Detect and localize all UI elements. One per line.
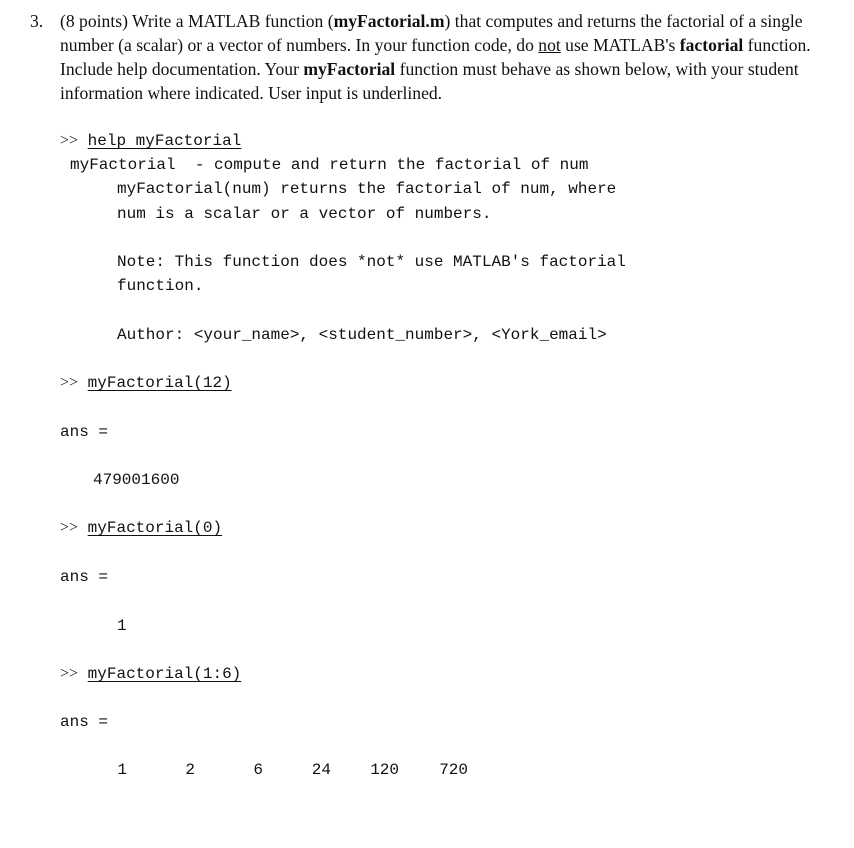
result-3-value: 2 (185, 761, 195, 779)
result-3-value: 6 (253, 761, 263, 779)
question-text-part: use MATLAB's (560, 35, 680, 55)
console-prompt: >> (60, 665, 79, 682)
console-line-help-command (60, 129, 241, 153)
question-text (60, 9, 830, 105)
help-line-3: num is a scalar or a vector of numbers. (117, 205, 492, 223)
question-block (30, 9, 830, 105)
emphasis-not: not (538, 35, 561, 55)
note-line-1: Note: This function does *not* use MATLAB's factorial (117, 253, 626, 271)
help-line-2: myFactorial(num) returns the factorial of num, where (117, 180, 617, 198)
question-points: (8 points) (60, 11, 128, 31)
user-input-command-3: myFactorial(1:6) (87, 665, 242, 683)
question-text-part: ) that computes and returns the factorial of a single number (a scalar) or a vector of numbers. In your function code, do (60, 11, 803, 55)
question-text-part: Write a MATLAB function ( (127, 11, 334, 31)
help-line-1: myFactorial - compute and return the factorial of num (70, 156, 589, 174)
factorial-word: factorial (679, 35, 744, 55)
console-prompt: >> (60, 519, 79, 536)
user-input-command-1: myFactorial(12) (87, 374, 232, 392)
ans-label-1: ans = (60, 423, 109, 441)
result-2: 1 (117, 617, 127, 635)
result-3-row (100, 758, 468, 782)
console-line-command-2 (60, 516, 222, 540)
user-input-help: help myFactorial (87, 132, 242, 150)
question-text-part: function. Include help documentation. Your (60, 35, 811, 79)
console-line-command-3 (60, 662, 241, 686)
console-prompt: >> (60, 374, 79, 391)
result-1: 479001600 (93, 471, 180, 489)
result-3-value: 120 (370, 761, 399, 779)
note-line-2: function. (117, 277, 204, 295)
question-text-part: function must behave as shown below, with your student information where indicated. User input is underlined. (60, 59, 799, 103)
console-prompt: >> (60, 132, 79, 149)
question-number: 3. (30, 11, 44, 31)
ans-label-3: ans = (60, 713, 109, 731)
result-3-value: 720 (439, 761, 468, 779)
author-line: Author: <your_name>, <student_number>, <York_email> (117, 326, 607, 344)
function-name: myFactorial (303, 59, 396, 79)
result-3-value: 24 (311, 761, 331, 779)
console-line-command-1 (60, 371, 232, 395)
result-3-value: 1 (117, 761, 127, 779)
ans-label-2: ans = (60, 568, 109, 586)
user-input-command-2: myFactorial(0) (87, 519, 223, 537)
question-filename: myFactorial.m (333, 11, 445, 31)
